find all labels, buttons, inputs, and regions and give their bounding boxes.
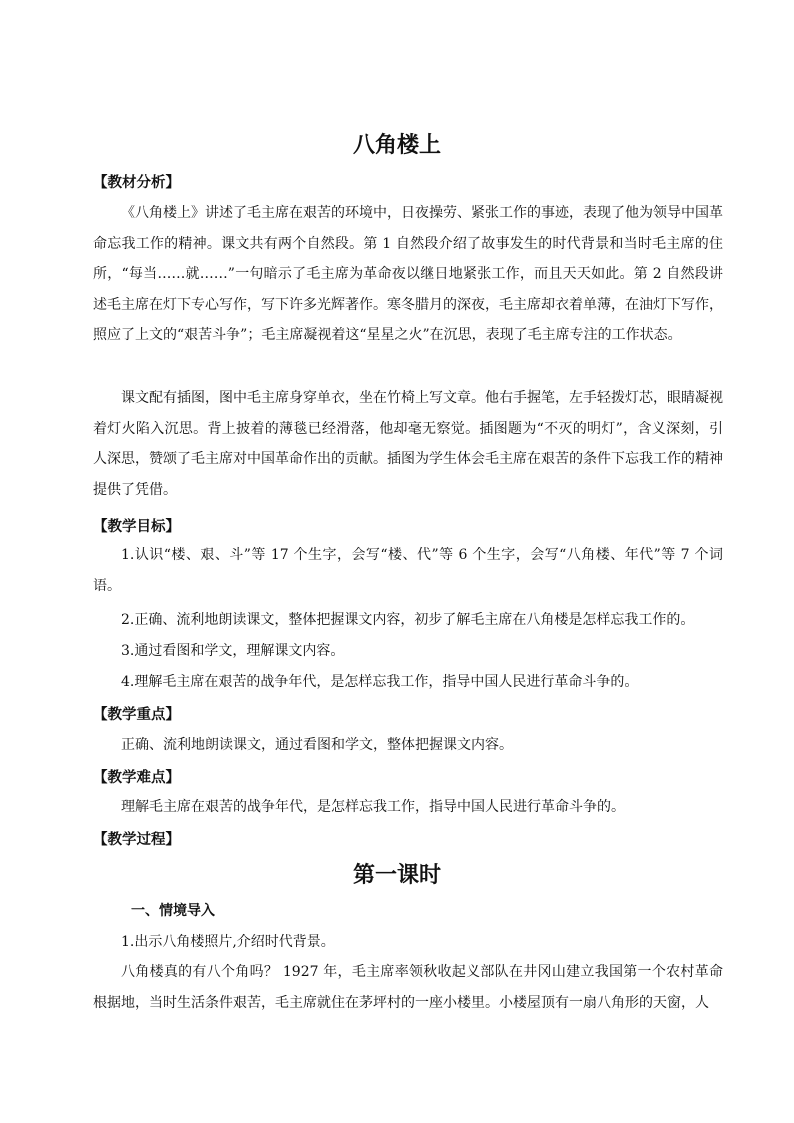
heading-analysis: 【教材分析】 [93,174,180,191]
heading-focus: 【教学重点】 [93,706,180,723]
objective-item-3: 3.通过看图和学文，理解课文内容。 [121,643,345,659]
analysis-paragraph-2: 课文配有插图，图中毛主席身穿单衣，坐在竹椅上写文章。他右手握笔，左手轻拨灯芯，眼睛凝视着灯火陷入沉思。背上披着的薄毯已经滑落，他却毫无察觉。插图题为“不灭的明灯”，含义深刻，引人深思，赞颂了毛主席对中国革命作出的贡献。插图为学生体会毛主席在艰苦的条件下忘我工作的精神提供了凭借。 [93,390,723,498]
objective-item-1: 1.认识“楼、艰、斗”等 17 个生字，会写“楼、代”等 6 个生字，会写“八角楼、年代”等 7 个词语。 [93,547,723,594]
step-1: 1.出示八角楼照片,介绍时代背景。 [121,934,335,950]
analysis-paragraph-1: 《八角楼上》讲述了毛主席在艰苦的环境中，日夜操劳、紧张工作的事迹，表现了他为领导中国革命忘我工作的精神。课文共有两个自然段。第 1 自然段介绍了故事发生的时代背景和当时毛主席的住所，“每当……就……”一句暗示了毛主席为革命夜以继日地紧张工作，而且天天如此。第 2 自然段讲述毛主席在灯下专心写作，写下许多光辉著作。寒冬腊月的深夜，毛主席却衣着单薄，在油灯下写作，照应了上文的“艰苦斗争”；毛主席凝视着这“星星之火”在沉思，表现了毛主席专注的工作状态。 [93,205,723,344]
section-heading: 一、情境导入 [131,903,215,919]
document-title: 八角楼上 [352,132,441,158]
lesson-title: 第一课时 [352,862,441,888]
focus-text: 正确、流利地朗读课文，通过看图和学文，整体把握课文内容。 [121,737,513,753]
difficulty-text: 理解毛主席在艰苦的战争年代，是怎样忘我工作，指导中国人民进行革命斗争的。 [121,799,625,815]
heading-process: 【教学过程】 [93,831,180,848]
heading-objectives: 【教学目标】 [93,518,180,535]
process-paragraph-1: 八角楼真的有八个角吗？ 1927 年，毛主席率领秋收起义部队在井冈山建立我国第一个农村革命根据地，当时生活条件艰苦，毛主席就住在茅坪村的一座小楼里。小楼屋顶有一扇八角形的天窗，人 [93,964,723,1011]
objective-item-4: 4.理解毛主席在艰苦的战争年代，是怎样忘我工作，指导中国人民进行革命斗争的。 [121,674,639,690]
heading-difficulty: 【教学难点】 [93,769,180,786]
objective-item-2: 2.正确、流利地朗读课文，整体把握课文内容，初步了解毛主席在八角楼是怎样忘我工作的。 [121,612,695,628]
